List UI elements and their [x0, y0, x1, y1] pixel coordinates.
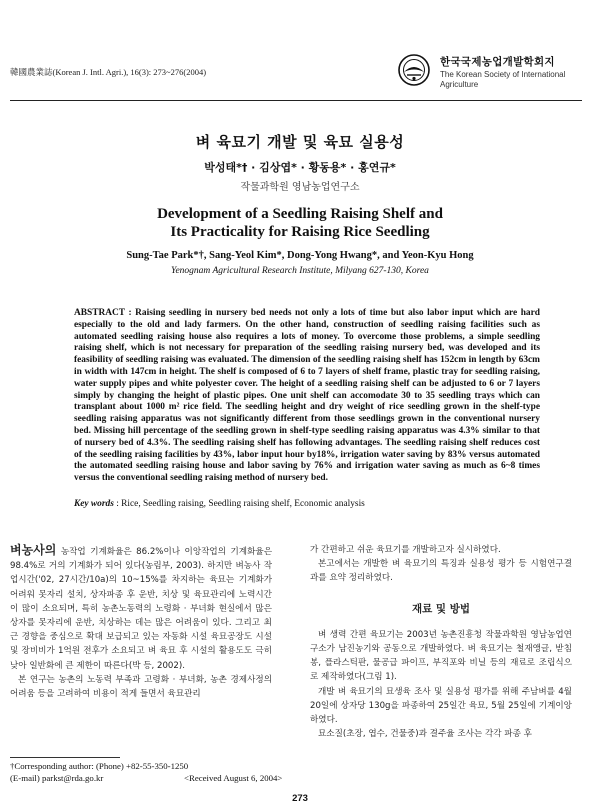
- body-column-left: [10, 543, 272, 701]
- intro-paragraph-2: 본 연구는 농촌의 노동력 부족과 고령화 · 부녀화, 농촌 경제사정의 어려움 등을 고려하여 비용이 적게 들면서 육묘관리: [10, 674, 272, 700]
- methods-paragraph-2: 개발 벼 육묘기의 묘생육 조사 및 실용성 평가를 위해 주남벼를 4월20일에 상자당 130g을 파종하여 25일간 육묘, 5월 25일에 기계이앙하였다.: [310, 686, 572, 726]
- authors-english: Sung-Tae Park*†, Sang-Yeol Kim*, Dong-Yong Hwang*, and Yeon-Kyu Hong: [126, 250, 474, 261]
- lead-word: 벼농사의: [10, 543, 57, 557]
- title-english-line2: Its Practicality for Raising Rice Seedling: [170, 224, 430, 240]
- intro-paragraph-2-continued: 가 간편하고 쉬운 육묘기를 개발하고자 실시하였다.: [310, 545, 501, 555]
- intro-paragraph-3: 본고에서는 개발한 벼 육묘기의 특징과 실용성 평가 등 시험연구결과를 요약 정리하였다.: [310, 559, 572, 584]
- footnote-rule: [10, 757, 120, 758]
- society-logo-icon: [398, 54, 430, 86]
- title-korean: 벼 육묘기 개발 및 육묘 실용성: [195, 133, 405, 151]
- authors-korean: 박성태*† · 김상엽* · 황동용* · 홍연규*: [204, 161, 396, 174]
- society-name-korean: 한국국제농업개발학회지: [440, 56, 555, 68]
- intro-paragraph-1-text: 농작업 기계화율은 86.2%이나 이앙작업의 기계화율은 98.4%로 거의 기계화가 되어 있다(농림부, 2003). 하지만 벼농사 작업시간('02, 27시간/10a)의 10~15%를 차지하는 육묘는 기계화가 어려워 못자리 설치, 상자파종 후 운반, 치상 및 육묘관리에 노력시간이 많이 소요되며, 특히 농촌노동력의 노령화 · 부녀화 현실에서 많은 상자를 못자리에 운반, 치상하는 데는 많은 어려움이 있다. 그리고 최근 경향을 중심으로 확대 보급되고 있는 자동화 시설 육묘공장도 시설 및 장비비가 1억원 전후가 소요되고 벼 육묘 후 시설의 활용도도 극히 낮아 일반화에 큰 제한이 따른다(박 등, 2002).: [10, 547, 272, 671]
- keywords-label: Key words: [74, 499, 114, 509]
- abstract: [74, 308, 540, 485]
- footnote-corresponding-author: †Corresponding author: (Phone) +82-55-350-1250: [10, 761, 189, 771]
- title-english-line1: Development of a Seedling Raising Shelf and: [157, 206, 443, 222]
- keywords-text: : Rice, Seedling raising, Seedling raising shelf, Economic analysis: [113, 499, 365, 509]
- society-name-english-line1: The Korean Society of International: [440, 70, 566, 79]
- affiliation-korean: 작물과학원 영남농업연구소: [240, 182, 360, 193]
- running-head: 韓國農業誌(Korean J. Intl. Agri.), 16(3): 273~276(2004): [10, 67, 207, 77]
- title-english: [0, 205, 600, 241]
- methods-paragraph-3: 묘소질(초장, 엽수, 건물중)과 결주율 조사는 각각 파종 후: [318, 729, 532, 740]
- abstract-text: Raising seedling in nursery bed needs not only a lots of time but also labor input which are hard especially to the old and lady farmers. On the other hand, construction of seedling raising facilities such as automated seedling raising house also requires a lots of money. To overcome those problems, a simple seedling raising shelf, which is not necessary for preparation of the seedling raising nursery bed, was developed and its feasibility of seedling raising was evaluated. The dimension of the seedling raising shelf has 152cm in length by 63cm in width with 147cm in height. The shelf is composed of 6 to 7 layers of shelf frame, plastic tray for seedling raising, water supply pipes and white polyester cover. The height of a seedling raising shelf can be adjusted to 6 or 7 layers simply by changing the height of plastic pipes. One unit shelf can accomodate 30 to 35 seedling trays which can transplant about 1000 m² rice field. The seedling height and dry weight of rice seedling grown in the shelf-type seedling raising apparatus was not significantly different from those seedlings grown in the conventional nursery bed. Missing hill percentage of the seedling grown in shelf-type seedling raising apparatus was 4.3% similar to that of nursery bed of 4.3%. The seedling raising shelf has following advantages. The seedling raising shelf reduces cost of the seedling raising facilities by 43%, labor input hour by18%, irrigation water saving by 83% versus automated the automated seedling raising house and labor saving by 76% and irrigation water saving as much as 6~8 times versus the conventional seedling raising method of nursery bed.: [74, 308, 540, 484]
- header-rule: [10, 100, 582, 101]
- section-heading-materials-methods: 재료 및 방법: [411, 602, 471, 615]
- keywords: [74, 499, 540, 509]
- intro-paragraph-1: [10, 543, 272, 673]
- footnote-email: (E-mail) parkst@rda.go.kr: [10, 773, 104, 783]
- footnote-received-date: <Received August 6, 2004>: [184, 773, 283, 783]
- affiliation-english: Yenognam Agricultural Research Institute, Milyang 627-130, Korea: [171, 266, 429, 276]
- page-number: 273: [292, 793, 308, 804]
- abstract-label: ABSTRACT :: [74, 308, 136, 318]
- methods-paragraph-1: 벼 생력 간편 육묘기는 2003년 농촌진흥청 작물과학원 영남농업연구소가 남진농기와 공동으로 개발하였다. 벼 육묘기는 철재앵글, 받침봉, 플라스틱판, 물공급 파이프, 부직포와 비닐 등의 재료로 조립식으로 제작하였다(그림 1).: [310, 629, 572, 683]
- society-name-english-line2: Agriculture: [440, 80, 479, 89]
- body-column-right: [310, 543, 572, 741]
